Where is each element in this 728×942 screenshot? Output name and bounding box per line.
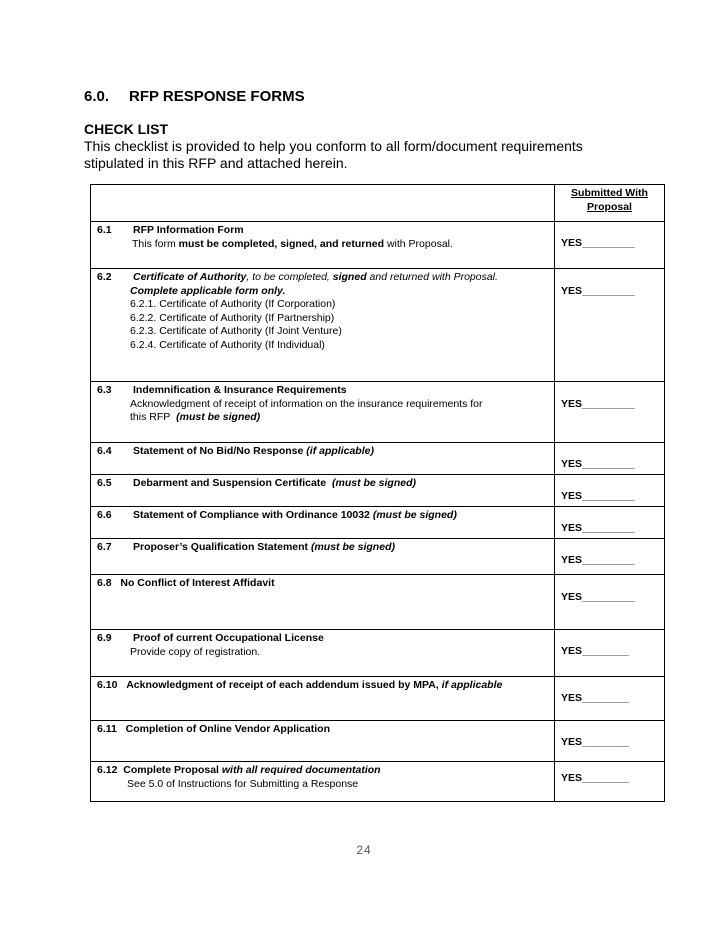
item-title: Completion of Online Vendor Application [125, 723, 330, 735]
table-row [91, 539, 665, 575]
item-desc-end: with Proposal. [384, 237, 453, 250]
yes-field[interactable]: YES_________ [561, 554, 635, 566]
yes-cell [555, 443, 665, 475]
item-cell [91, 222, 555, 269]
item-cell [91, 677, 555, 721]
item-note: Complete applicable form only. [130, 284, 286, 297]
item-desc: Acknowledgment of receipt of information on the insurance requirements for [130, 397, 483, 410]
header-line-1: Submitted With [571, 187, 648, 199]
yes-field[interactable]: YES_________ [561, 490, 635, 502]
yes-field[interactable]: YES________ [561, 772, 629, 784]
page-number: 24 [356, 843, 372, 857]
sub-item: 6.2.3. Certificate of Authority (If Joint Venture) [130, 325, 342, 337]
item-number: 6.1 [97, 224, 112, 236]
item-number: 6.5 [97, 477, 112, 489]
item-title: Debarment and Suspension Certificate [133, 477, 327, 489]
item-cell [91, 721, 555, 762]
sub-item: 6.2.4. Certificate of Authority (If Individual) [130, 338, 325, 351]
item-desc: this RFP [130, 411, 171, 423]
item-title: Complete Proposal [123, 764, 219, 776]
yes-field[interactable]: YES_________ [561, 458, 635, 470]
table-header-row [91, 185, 665, 222]
sub-item: 6.2.2. Certificate of Authority (If Partnership) [130, 311, 335, 324]
section-heading [84, 88, 305, 105]
section-number: 6.0. [84, 88, 110, 105]
yes-field[interactable]: YES________ [561, 645, 629, 657]
item-number: 6.9 [97, 632, 112, 644]
item-cell [91, 630, 555, 677]
item-number: 6.11 [97, 723, 117, 735]
item-number: 6.6 [97, 509, 112, 521]
item-number: 6.2 [97, 271, 112, 283]
item-cell [91, 575, 555, 630]
yes-cell [555, 507, 665, 539]
yes-field[interactable]: YES_________ [561, 591, 635, 603]
checklist-table [90, 184, 665, 802]
table-row [91, 762, 665, 802]
yes-field[interactable]: YES_________ [561, 237, 635, 249]
yes-cell [555, 677, 665, 721]
item-note: (must be signed) [310, 541, 395, 553]
yes-field[interactable]: YES________ [561, 736, 629, 748]
table-row [91, 443, 665, 475]
checklist-heading: CHECK LIST [84, 121, 168, 137]
item-cell [91, 382, 555, 443]
item-title: Indemnification & Insurance Requirements [133, 384, 347, 396]
table-row [91, 475, 665, 507]
item-note: (must be signed) [176, 411, 261, 423]
item-desc: This form [132, 237, 179, 250]
yes-field[interactable]: YES_________ [561, 398, 635, 410]
yes-field[interactable]: YES_________ [561, 522, 635, 534]
item-cell [91, 475, 555, 507]
yes-cell [555, 269, 665, 382]
item-number: 6.12 [97, 764, 118, 776]
item-number: 6.10 [97, 679, 118, 691]
yes-cell [555, 382, 665, 443]
item-cell [91, 539, 555, 575]
yes-cell [555, 721, 665, 762]
item-title: Proposer’s Qualification Statement [133, 541, 309, 553]
item-cell [91, 269, 555, 382]
item-note: (must be signed) [331, 477, 416, 489]
checklist-intro: This checklist is provided to help you conform to all form/document requirements stipulated in this RFP and attached herein. [84, 138, 583, 171]
item-title: Proof of current Occupational License [133, 632, 324, 644]
table-row [91, 677, 665, 721]
item-cell [91, 443, 555, 475]
item-desc: Provide copy of registration. [130, 645, 261, 658]
yes-cell [555, 762, 665, 802]
item-number: 6.8 [97, 577, 112, 589]
item-number: 6.7 [97, 541, 112, 553]
item-desc-bold: must be completed, signed, and returned [178, 237, 385, 250]
yes-cell [555, 475, 665, 507]
yes-field[interactable]: YES________ [561, 692, 629, 704]
item-title: Statement of No Bid/No Response [133, 445, 304, 457]
item-title: Statement of Compliance with Ordinance 10032 [133, 509, 370, 521]
table-row [91, 507, 665, 539]
item-note: (must be signed) [372, 509, 457, 521]
item-text: and returned with Proposal. [366, 271, 498, 283]
item-number: 6.4 [97, 445, 112, 457]
sub-item: 6.2.1. Certificate of Authority (If Corporation) [130, 298, 336, 310]
item-note: if applicable [441, 679, 503, 691]
yes-cell [555, 222, 665, 269]
item-text-bold: signed [332, 271, 367, 283]
submitted-with-proposal-header [555, 185, 665, 222]
item-text: , to be completed, [246, 271, 333, 283]
item-note: (if applicable) [306, 445, 374, 457]
yes-cell [555, 575, 665, 630]
item-title: Certificate of Authority [133, 271, 247, 283]
table-row [91, 222, 665, 269]
item-title: RFP Information Form [133, 224, 244, 236]
yes-cell [555, 630, 665, 677]
item-title: No Conflict of Interest Affidavit [120, 577, 275, 589]
header-line-2: Proposal [587, 200, 632, 213]
table-row [91, 721, 665, 762]
item-title: Acknowledgment of receipt of each addendum issued by MPA, [126, 679, 439, 691]
yes-cell [555, 539, 665, 575]
item-cell [91, 762, 555, 802]
section-title: RFP RESPONSE FORMS [129, 88, 305, 105]
table-row [91, 382, 665, 443]
item-cell [91, 507, 555, 539]
item-number: 6.3 [97, 384, 112, 396]
header-blank-cell [91, 185, 555, 222]
table-row [91, 575, 665, 630]
item-desc: See 5.0 of Instructions for Submitting a Response [127, 777, 359, 790]
item-note: with all required documentation [221, 764, 381, 776]
table-row [91, 630, 665, 677]
yes-field[interactable]: YES_________ [561, 285, 635, 297]
table-row [91, 269, 665, 382]
